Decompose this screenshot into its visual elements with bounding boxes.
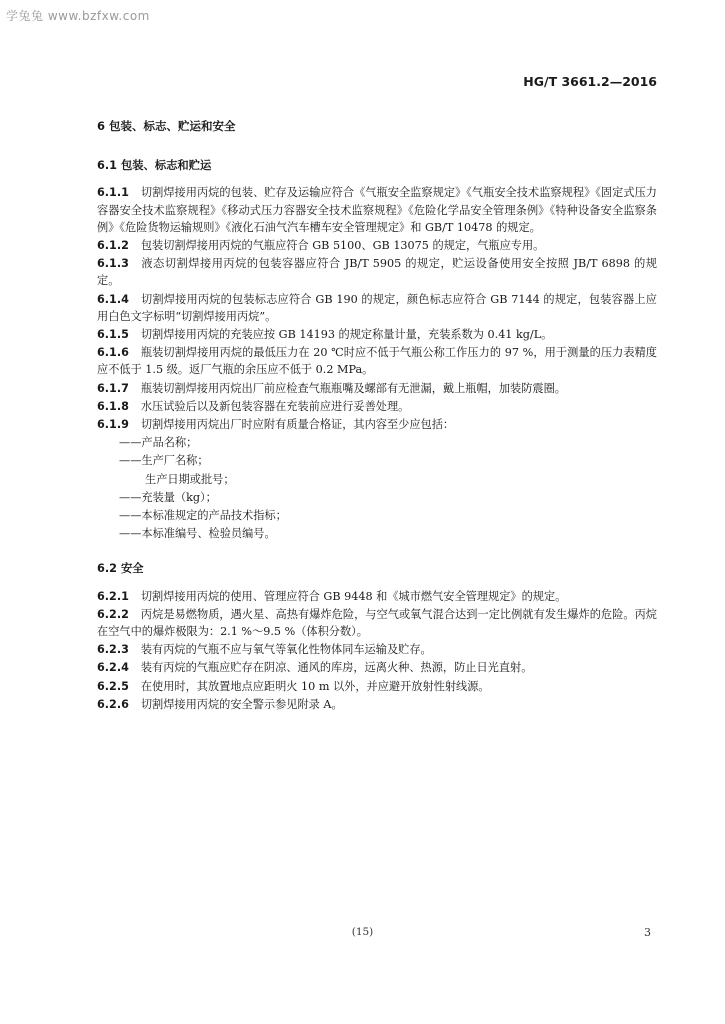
clause-paragraph	[97, 344, 657, 378]
clause-number: 6.1.9	[97, 418, 129, 432]
clause-paragraph	[97, 184, 657, 236]
certificate-content-list	[97, 434, 657, 542]
page-number: 3	[644, 926, 651, 939]
clause-paragraph	[97, 606, 657, 640]
clause-text: 装有丙烷的气瓶不应与氧气等氧化性物体同车运输及贮存。	[140, 643, 432, 657]
clause-number: 6.1.4	[97, 292, 129, 306]
clause-number: 6.2.2	[97, 607, 129, 621]
clause-paragraph	[97, 380, 657, 397]
clause-paragraph	[97, 416, 657, 433]
standard-code: HG/T 3661.2—2016	[523, 74, 657, 89]
clause-paragraph	[97, 678, 657, 695]
list-item: ——本标准编号、检验员编号。	[119, 527, 276, 541]
clause-text: 切割焊接用丙烷出厂时应附有质量合格证，其内容至少应包括：	[140, 418, 455, 432]
clause-number: 6.2.5	[97, 679, 129, 693]
clause-text: 包装切割焊接用丙烷的气瓶应符合 GB 5100、GB 13075 的规定，气瓶应专用。	[140, 239, 545, 253]
subsection-heading: 6.1 包装、标志和贮运	[97, 159, 212, 173]
document-body	[97, 118, 657, 714]
clause-number: 6.2.6	[97, 697, 129, 711]
clause-paragraph	[97, 255, 657, 289]
clause-number: 6.2.1	[97, 589, 129, 603]
clause-text: 装有丙烷的气瓶应贮存在阴凉、通风的库房，远离火种、热源，防止日光直射。	[140, 661, 533, 675]
clause-number: 6.1.7	[97, 381, 129, 395]
clause-text: 切割焊接用丙烷的安全警示参见附录 A。	[140, 697, 343, 711]
clause-number: 6.1.8	[97, 399, 129, 413]
clause-paragraph	[97, 641, 657, 658]
subsection-paragraphs	[97, 184, 657, 433]
clause-number: 6.1.3	[97, 257, 129, 271]
clause-number: 6.1.1	[97, 186, 129, 200]
clause-paragraph	[97, 237, 657, 254]
clause-text: 水压试验后以及新包装容器在充装前应进行妥善处理。	[140, 399, 410, 413]
list-item: ——充装量（kg）；	[119, 490, 217, 504]
clause-text: 切割焊接用丙烷的充装应按 GB 14193 的规定称量计量，充装系数为 0.41 kg/L。	[140, 328, 553, 342]
footer-page-code: (15)	[351, 926, 374, 938]
clause-text: 切割焊接用丙烷的使用、管理应符合 GB 9448 和《城市燃气安全管理规定》的规定。	[140, 589, 567, 603]
clause-text: 瓶装切割焊接用丙烷的最低压力在 20 ℃时应不低于气瓶公称工作压力的 97 %，用于测量的压力表精度应不低于 1.5 级。返厂气瓶的余压应不低于 0.2 MPa。	[97, 346, 657, 377]
clause-text: 在使用时，其放置地点应距明火 10 m 以外，并应避开放射性射线源。	[140, 679, 490, 693]
clause-paragraph	[97, 398, 657, 415]
clause-text: 切割焊接用丙烷的包装、贮存及运输应符合《气瓶安全监察规定》《气瓶安全技术监察规程》《固定式压力容器安全技术监察规程》《移动式压力容器安全技术监察规程》《危险化学品安全管理条例》《特种设备安全监察条例》《危险货物运输规则》《液化石油气汽车槽车安全管理规定》和 GB/T 10478 的规定。	[97, 186, 657, 234]
clause-number: 6.1.6	[97, 346, 129, 360]
list-item: ——本标准规定的产品技术指标；	[119, 509, 287, 523]
list-item: ——生产厂名称；	[119, 454, 209, 468]
clause-paragraph	[97, 659, 657, 676]
clause-text: 瓶装切割焊接用丙烷出厂前应检查气瓶瓶嘴及螺部有无泄漏，戴上瓶帽，加装防震圈。	[140, 381, 566, 395]
list-item: ——产品名称；	[119, 436, 198, 450]
clause-number: 6.1.5	[97, 328, 129, 342]
clause-number: 6.2.3	[97, 643, 129, 657]
clause-number: 6.1.2	[97, 239, 129, 253]
subsection-heading: 6.2 安全	[97, 562, 144, 576]
clause-text: 切割焊接用丙烷的包装标志应符合 GB 190 的规定，颜色标志应符合 GB 7144 的规定，包装容器上应用白色文字标明“切割焊接用丙烷”。	[97, 292, 657, 323]
clause-paragraph	[97, 588, 657, 605]
clause-text: 液态切割焊接用丙烷的包装容器应符合 JB/T 5905 的规定，贮运设备使用安全按照 JB/T 6898 的规定。	[97, 257, 657, 288]
clause-paragraph	[97, 291, 657, 325]
watermark: 学兔兔 www.bzfxw.com	[6, 9, 150, 23]
clause-paragraph	[97, 326, 657, 343]
clause-number: 6.2.4	[97, 661, 129, 675]
clause-paragraph	[97, 696, 657, 713]
subsection-paragraphs	[97, 588, 657, 713]
clause-text: 丙烷是易燃物质，遇火星、高热有爆炸危险，与空气或氧气混合达到一定比例就有发生爆炸的危险。丙烷在空气中的爆炸极限为：2.1 %～9.5 %（体积分数）。	[97, 607, 657, 639]
list-item: 生产日期或批号；	[145, 472, 235, 486]
section-heading: 6 包装、标志、贮运和安全	[97, 119, 236, 133]
